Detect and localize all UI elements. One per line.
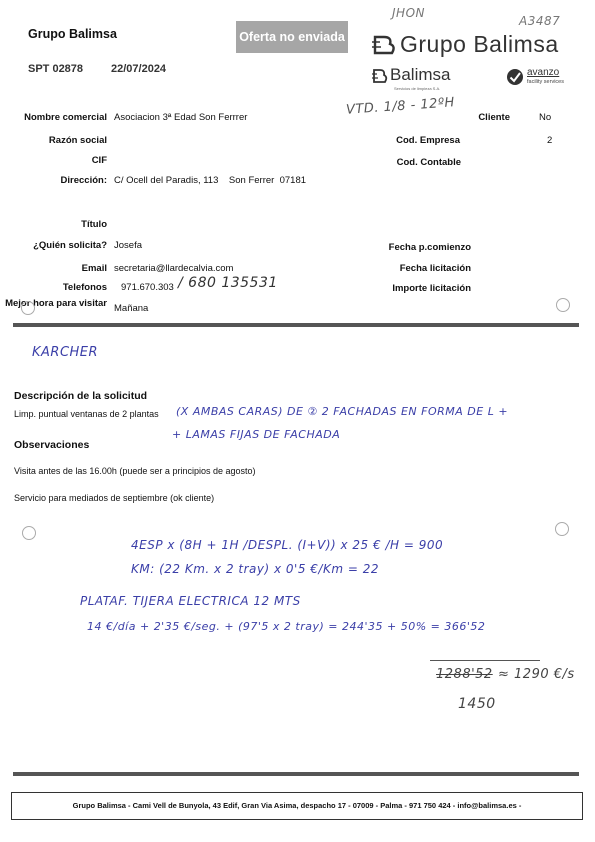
avanzo-logo-text: avanzo [527, 67, 560, 78]
punch-hole [22, 526, 36, 540]
handwritten-final-price: 1450 [458, 696, 496, 712]
fecha-comienzo-label: Fecha p.comienzo [388, 242, 471, 253]
avanzo-logo [506, 67, 576, 91]
handwritten-code-jhon: JHON [392, 6, 425, 20]
company-name: Grupo Balimsa [28, 27, 117, 41]
request-date: 22/07/2024 [111, 63, 167, 75]
logo-text: Grupo Balimsa [400, 31, 559, 57]
nombre-comercial-value: Asociacion 3ª Edad Son Ferrrer [114, 112, 248, 123]
descripcion-value: Limp. puntual ventanas de 2 plantas [14, 409, 159, 419]
razon-social-label: Razón social [48, 135, 107, 146]
punch-hole [555, 522, 569, 536]
handwritten-sum-line [430, 660, 540, 661]
handwritten-calc-line3: PLATAF. TIJERA ELECTRICA 12 MTS [80, 594, 301, 608]
handwritten-phone: / 680 135531 [178, 275, 278, 291]
handwritten-calc-struck: 1288'52 [436, 667, 493, 682]
cliente-value: No [539, 112, 552, 123]
footer-address: Grupo Balimsa - Cami Vell de Bunyola, 43 Edif, Gran Via Asima, despacho 17 - 07009 - Palma - 971 750 424 - info@balimsa.es - [11, 792, 583, 820]
section-divider [13, 323, 579, 327]
balimsa-small-mark-icon [372, 68, 390, 84]
punch-hole [21, 301, 35, 315]
quien-solicita-value: Josefa [114, 240, 142, 251]
grupo-balimsa-logo [372, 31, 572, 61]
quien-solicita-label: ¿Quién solicita? [33, 240, 107, 251]
handwritten-calc-line2: KM: (22 Km. x 2 tray) x 0'5 €/Km = 22 [131, 562, 379, 576]
checkmark-icon [506, 68, 524, 86]
cod-contable-label: Cod. Contable [396, 157, 461, 168]
cod-empresa-label: Cod. Empresa [396, 135, 460, 146]
importe-licitacion-label: Importe licitación [392, 283, 471, 294]
mejor-hora-label: Mejor hora para visitar [5, 298, 107, 309]
direccion-label: Dirección: [60, 175, 107, 186]
balimsa-logo-tagline: Servicios de limpieza S.A. [394, 86, 441, 91]
balimsa-logo-text: Balimsa [390, 65, 451, 84]
cliente-label: Cliente [478, 112, 510, 123]
handwritten-code-a3487: A3487 [519, 14, 561, 28]
fecha-licitacion-label: Fecha licitación [399, 263, 471, 274]
observacion-line-1: Visita antes de las 16.00h (puede ser a principios de agosto) [14, 466, 256, 476]
status-badge: Oferta no enviada [236, 21, 348, 53]
direccion-value: C/ Ocell del Paradis, 113 Son Ferrer 07181 [114, 175, 307, 186]
balimsa-mark-icon [372, 33, 398, 57]
cif-label: CIF [91, 155, 107, 166]
handwritten-descripcion-line1: (X AMBAS CARAS) DE ② 2 FACHADAS EN FORMA DE L + [176, 405, 509, 418]
punch-hole [556, 298, 570, 312]
reference-number: SPT 02878 [28, 63, 84, 75]
titulo-label: Título [81, 219, 107, 230]
mejor-hora-value: Mañana [114, 303, 149, 314]
email-label: Email [81, 263, 107, 274]
handwritten-visit-date: VTD. 1/8 - 12ºH [345, 95, 456, 118]
nombre-comercial-label: Nombre comercial [24, 112, 107, 123]
telefonos-label: Telefonos [62, 282, 107, 293]
descripcion-title: Descripción de la solicitud [14, 390, 148, 402]
email-value: secretaria@llardecalvia.com [114, 263, 234, 274]
handwritten-calc-total: ≈ 1290 €/s [498, 667, 575, 682]
handwritten-calc-line4: 14 €/día + 2'35 €/seg. + (97'5 x 2 tray) = 244'35 + 50% = 366'52 [87, 620, 486, 633]
handwritten-descripcion-line2: + LAMAS FIJAS DE FACHADA [172, 428, 341, 441]
footer-divider [13, 772, 579, 776]
avanzo-logo-tagline: facility services [527, 79, 564, 85]
observacion-line-2: Servicio para mediados de septiembre (ok cliente) [14, 493, 215, 503]
observaciones-title: Observaciones [14, 439, 90, 451]
telefonos-value: 971.670.303 [121, 282, 174, 293]
handwritten-karcher: KARCHER [32, 345, 99, 360]
cod-empresa-value: 2 [547, 135, 553, 146]
handwritten-calc-line1: 4ESP x (8H + 1H /DESPL. (I+V)) x 25 € /H = 900 [131, 538, 444, 552]
balimsa-logo [372, 65, 472, 93]
